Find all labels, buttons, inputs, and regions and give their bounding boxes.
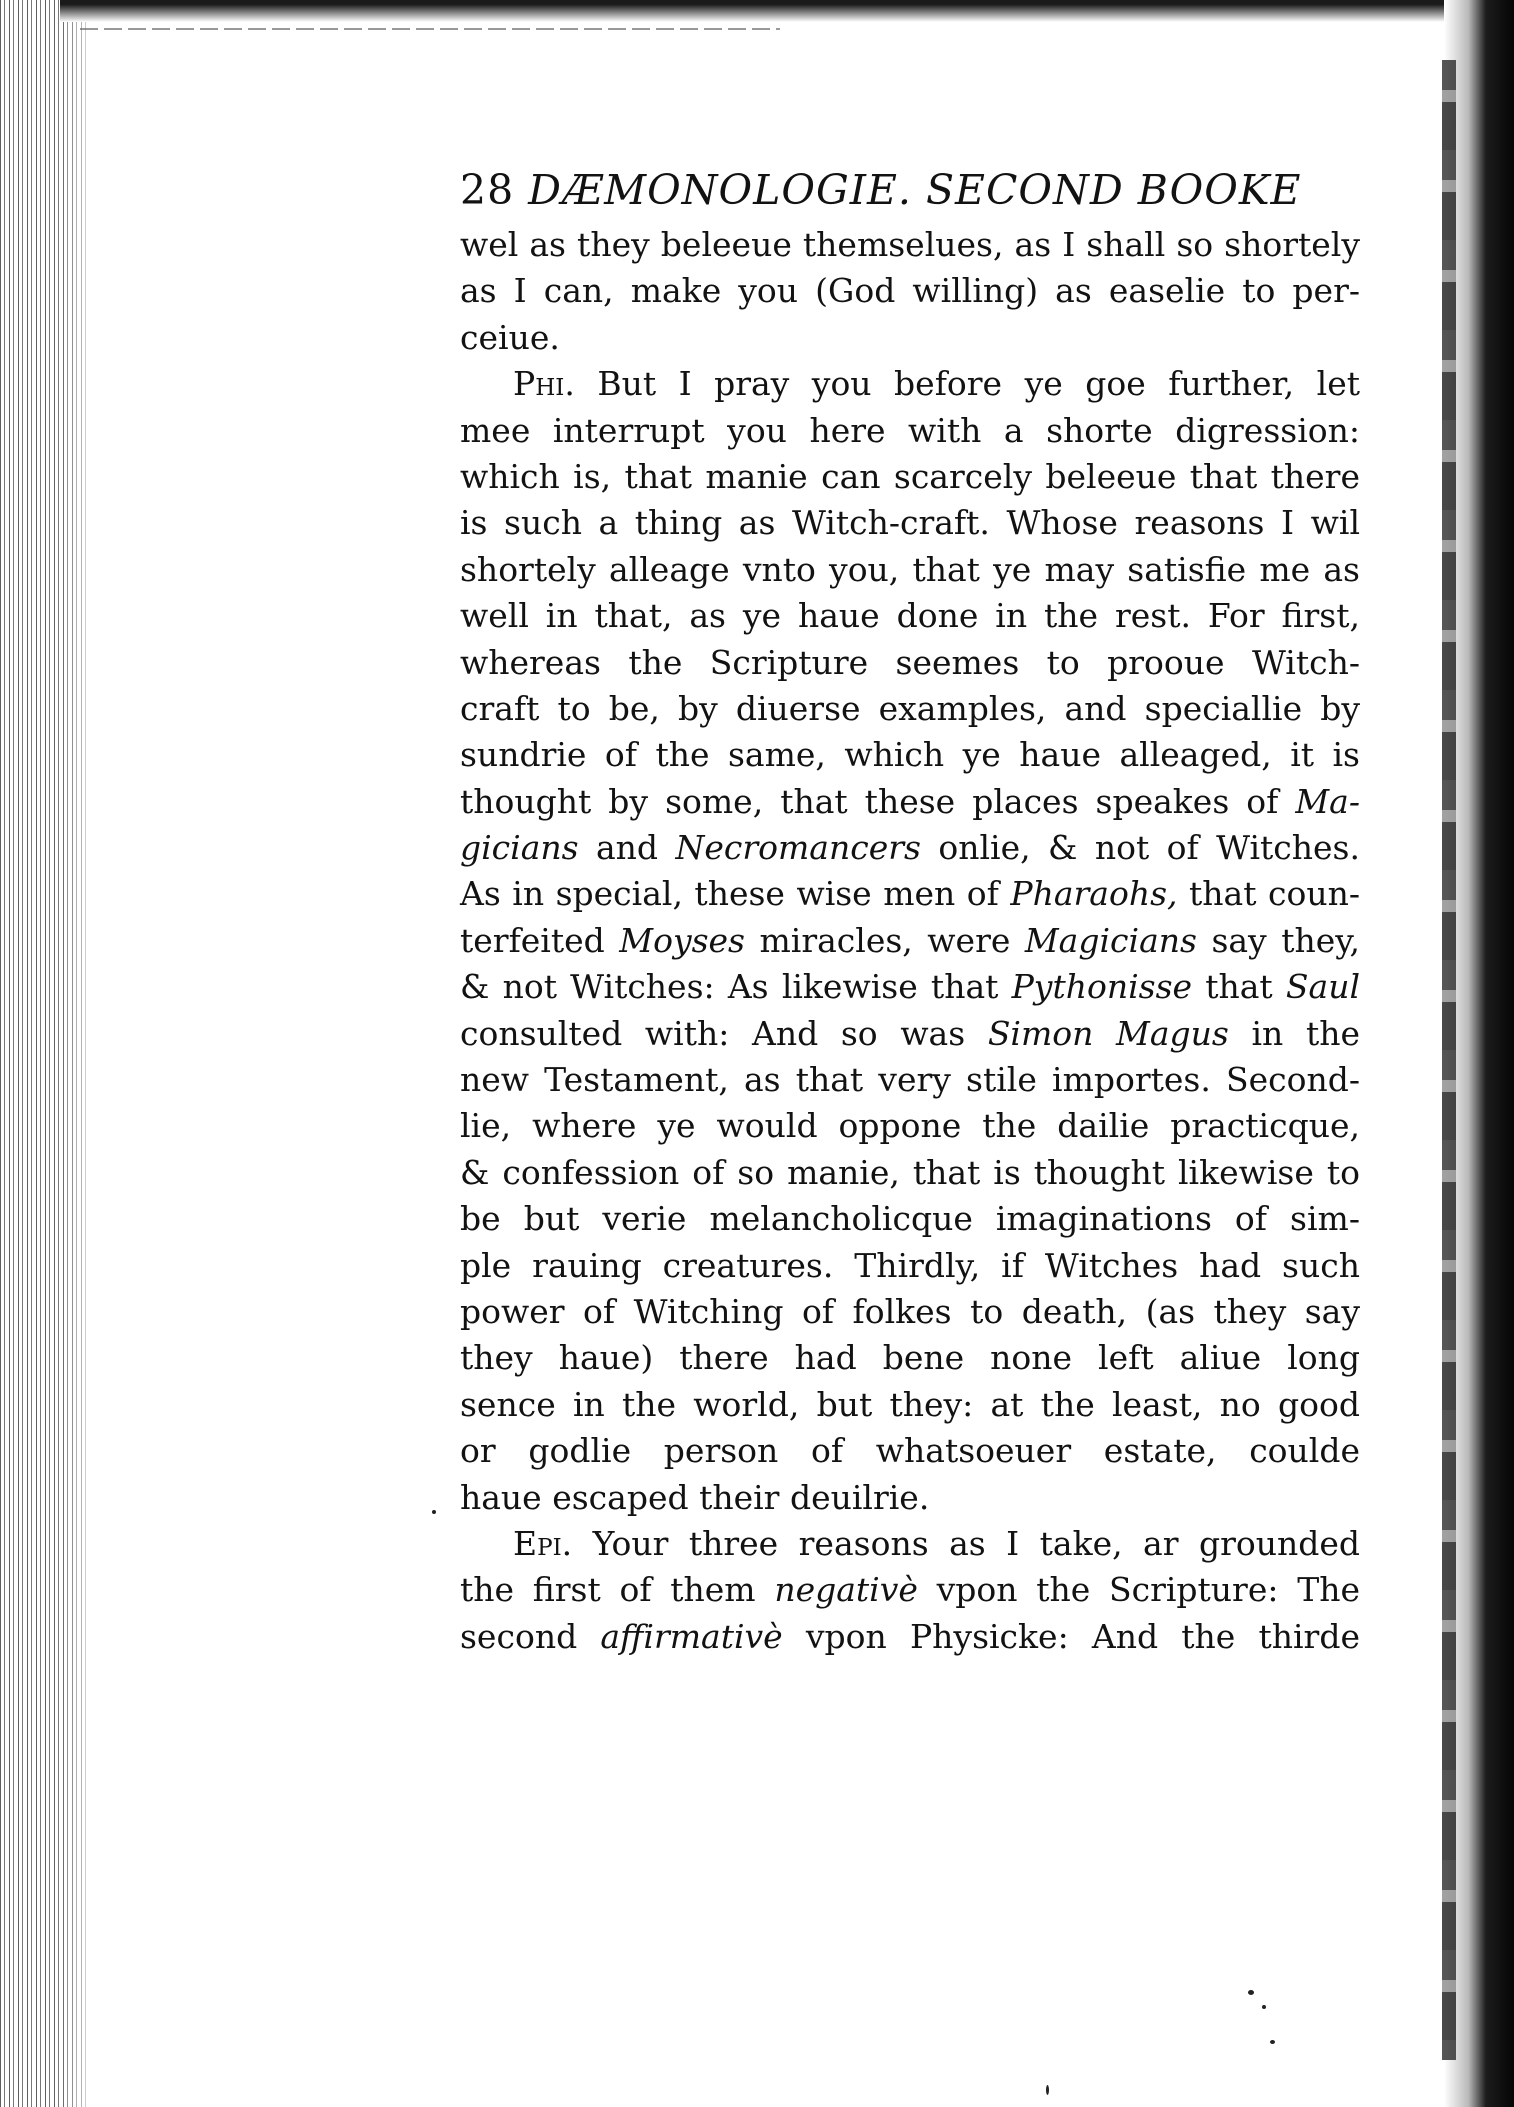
text-line [460, 1103, 1360, 1149]
text-run: mee interrupt you here with a shorte digression: [460, 410, 1360, 450]
book-page [460, 160, 1360, 1660]
text-line [460, 640, 1360, 686]
text-line [460, 500, 1360, 546]
text-line [460, 732, 1360, 778]
text-run: lie, where ye would oppone the dailie practicque, [460, 1106, 1360, 1146]
text-run: the first of them [460, 1570, 775, 1610]
italic-term: negativè [774, 1570, 918, 1610]
text-run: which is, that manie can scarcely beleeue that there [460, 456, 1360, 496]
body-text [460, 222, 1360, 1660]
scan-artifact-rule [80, 28, 780, 30]
text-run: that [1192, 967, 1286, 1007]
text-line [460, 1150, 1360, 1196]
text-line [460, 1057, 1360, 1103]
text-line [460, 547, 1360, 593]
text-run: sence in the world, but they: at the least, no good [460, 1384, 1360, 1424]
gutter-fade [60, 0, 100, 2107]
text-run: and [578, 828, 676, 868]
italic-term: Pythonisse [1011, 967, 1193, 1007]
text-run: in the [1228, 1013, 1360, 1053]
text-run: second [460, 1616, 601, 1656]
scan-speck [1262, 2005, 1266, 2009]
text-line [460, 1521, 1360, 1567]
text-line [460, 825, 1360, 871]
text-line [460, 408, 1360, 454]
text-run: Your three reasons as I take, ar grounded [572, 1523, 1360, 1563]
text-run: be but verie melancholicque imaginations of sim- [460, 1199, 1360, 1239]
text-line [460, 1011, 1360, 1057]
text-run: is such a thing as Witch-craft. Whose reasons I wil [460, 503, 1360, 543]
text-run: say they, [1196, 920, 1360, 960]
text-line [460, 964, 1360, 1010]
text-run: wel as they beleeue themselues, as I shall so shortely [460, 225, 1360, 264]
text-line [460, 1614, 1360, 1660]
text-run: haue escaped their deuilrie. [460, 1477, 930, 1517]
text-line [460, 222, 1360, 268]
page-edge-right-texture [1442, 60, 1456, 2060]
text-run: But I pray you before ye goe further, let [574, 364, 1360, 404]
text-line [460, 1196, 1360, 1242]
italic-term: Necromancers [675, 828, 921, 868]
italic-term: affirmativè [600, 1616, 783, 1656]
speaker-label: Epi. [513, 1523, 573, 1563]
text-run: they haue) there had bene none left aliue long [460, 1338, 1360, 1378]
text-line [460, 1289, 1360, 1335]
text-line [460, 779, 1360, 825]
text-run: vpon the Scripture: The [917, 1570, 1360, 1610]
text-line [460, 1428, 1360, 1474]
text-run: whereas the Scripture seemes to prooue Witch- [460, 642, 1360, 682]
text-run: craft to be, by diuerse examples, and speciallie by [460, 688, 1360, 728]
text-line [460, 361, 1360, 407]
scan-speck [1248, 1990, 1254, 1995]
text-run: power of Witching of folkes to death, (as they say [460, 1291, 1360, 1331]
text-line [460, 1475, 1360, 1521]
text-run: or godlie person of whatsoeuer estate, coulde [460, 1431, 1360, 1471]
scan-speck [1046, 2085, 1049, 2095]
text-line [460, 1382, 1360, 1428]
italic-term: Moyses [619, 920, 745, 960]
text-line [460, 918, 1360, 964]
text-run: thought by some, that these places speakes of [460, 781, 1296, 821]
text-line [460, 686, 1360, 732]
italic-term: Saul [1285, 967, 1360, 1007]
text-run: terfeited [460, 920, 620, 960]
text-line [460, 315, 1360, 361]
scan-speck [432, 1510, 436, 1514]
text-line [460, 454, 1360, 500]
text-run: & not Witches: As likewise that [460, 967, 1012, 1007]
text-run: vpon Physicke: And the thirde [782, 1616, 1360, 1656]
running-title: DÆMONOLOGIE. SECOND BOOKE [528, 166, 1302, 214]
italic-term: gicians [460, 828, 579, 868]
text-run: shortely alleage vnto you, that ye may satisfie me as [460, 549, 1360, 589]
text-run: that coun- [1177, 874, 1360, 914]
text-run: new Testament, as that very stile importes. Second- [460, 1060, 1360, 1100]
text-run: ceiue. [460, 317, 560, 357]
page-number: 28 [460, 166, 515, 214]
text-run: ple rauing creatures. Thirdly, if Witches had such [460, 1245, 1360, 1285]
page-edge-top [60, 0, 1460, 22]
text-run: As in special, these wise men of [460, 874, 1011, 914]
text-line [460, 1335, 1360, 1381]
text-run: & confession of so manie, that is thought likewise to [460, 1152, 1360, 1192]
speaker-label: Phi. [513, 364, 575, 404]
text-run: well in that, as ye haue done in the rest. For first, [460, 596, 1360, 636]
text-line [460, 593, 1360, 639]
italic-term: Magicians [1024, 920, 1197, 960]
text-line [460, 871, 1360, 917]
scan-speck [1270, 2040, 1275, 2044]
italic-term: Simon Magus [987, 1013, 1229, 1053]
text-run: as I can, make you (God willing) as easelie to per- [460, 271, 1360, 311]
text-line [460, 1567, 1360, 1613]
text-line [460, 268, 1360, 314]
text-run: sundrie of the same, which ye haue alleaged, it is [460, 735, 1360, 775]
italic-term: Ma- [1295, 781, 1360, 821]
italic-term: Pharaohs, [1010, 874, 1178, 914]
running-head [460, 160, 1360, 222]
text-line [460, 1243, 1360, 1289]
text-run: consulted with: And so was [460, 1013, 988, 1053]
text-run: miracles, were [745, 920, 1025, 960]
text-run: onlie, & not of Witches. [920, 828, 1360, 868]
